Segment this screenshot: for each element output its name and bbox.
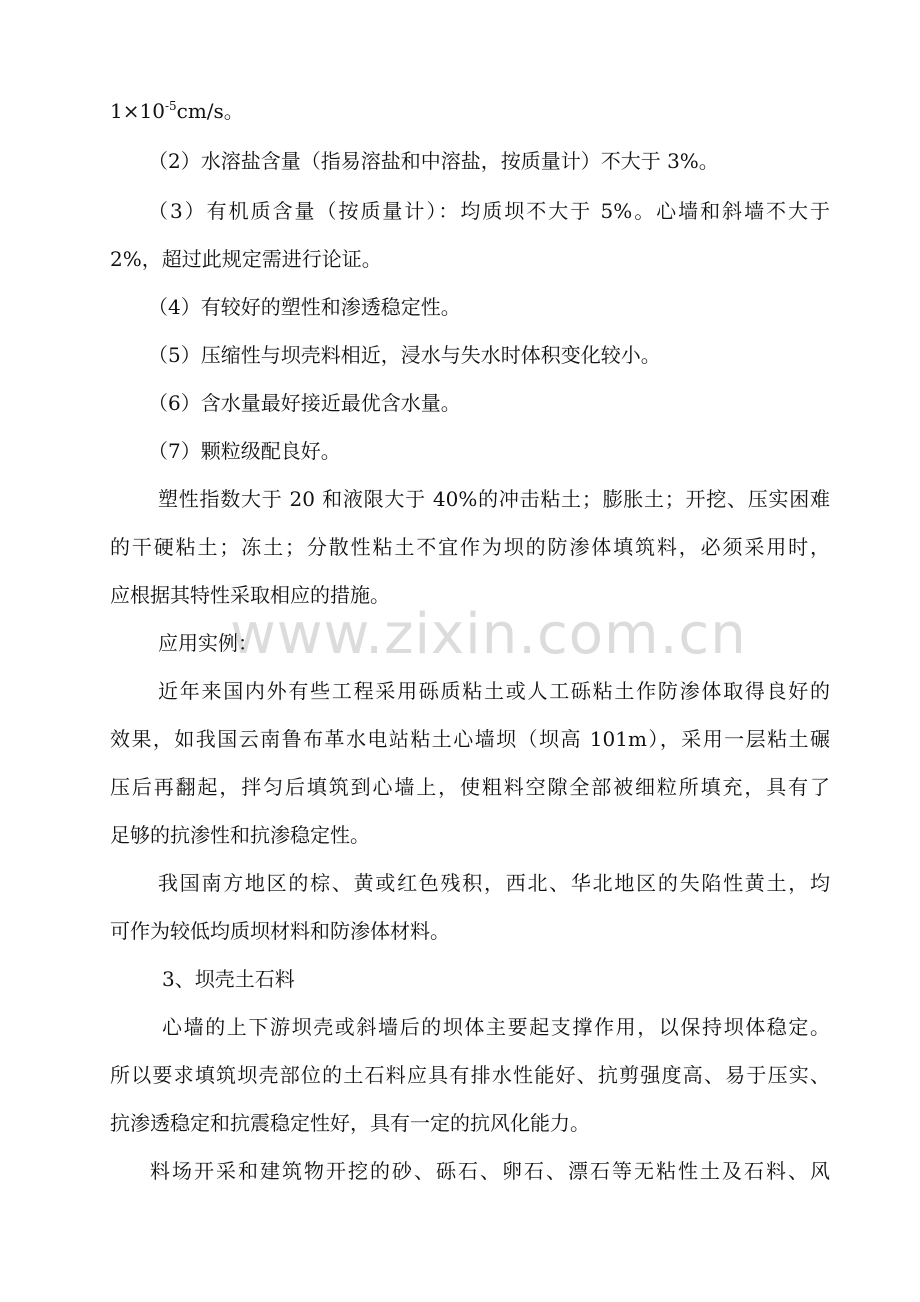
text-line: （6）含水量最好接近最优含水量。 <box>148 391 461 415</box>
text-line: 应用实例： <box>158 631 258 655</box>
text-line: 心墙的上下游坝壳或斜墙后的坝体主要起支撑作用，以保持坝体稳定。 <box>162 1015 830 1039</box>
text-line: （3）有机质含量（按质量计）：均质坝不大于 5%。心墙和斜墙不大于 <box>148 199 830 223</box>
text-line <box>110 96 830 126</box>
text-line: 我国南方地区的棕、黄或红色残积，西北、华北地区的失陷性黄土，均 <box>158 871 830 895</box>
text-line: （2）水溶盐含量（指易溶盐和中溶盐，按质量计）不大于 3%。 <box>148 149 719 173</box>
section-heading: 3、坝壳土石料 <box>162 967 295 991</box>
text-line: 足够的抗渗性和抗渗稳定性。 <box>110 823 370 847</box>
text-line: 效果，如我国云南鲁布革水电站粘土心墙坝（坝高 101m），采用一层粘土碾 <box>110 727 830 751</box>
text-line: 近年来国内外有些工程采用砾质粘土或人工砾粘土作防渗体取得良好的 <box>158 679 830 703</box>
text-line: 抗渗透稳定和抗震稳定性好，具有一定的抗风化能力。 <box>110 1111 590 1135</box>
text-line: 料场开采和建筑物开挖的砂、砾石、卵石、漂石等无粘性土及石料、风 <box>150 1159 830 1183</box>
text-line: 2%，超过此规定需进行论证。 <box>110 247 382 271</box>
superscript: -5 <box>164 99 177 113</box>
text-line: （4）有较好的塑性和渗透稳定性。 <box>148 295 461 319</box>
text-line: 应根据其特性采取相应的措施。 <box>110 583 390 607</box>
text-span: 1×10 <box>110 99 165 123</box>
watermark: www.zixin.com.cn <box>230 602 747 667</box>
text-span: cm/s。 <box>176 99 244 123</box>
text-line: （5）压缩性与坝壳料相近，浸水与失水时体积变化较小。 <box>148 343 661 367</box>
text-line: （7）颗粒级配良好。 <box>148 439 341 463</box>
text-line: 压后再翻起，拌匀后填筑到心墙上，使粗料空隙全部被细粒所填充，具有了 <box>110 775 830 799</box>
text-line: 所以要求填筑坝壳部位的土石料应具有排水性能好、抗剪强度高、易于压实、 <box>110 1063 830 1087</box>
text-line: 可作为较低均质坝材料和防渗体材料。 <box>110 919 450 943</box>
text-line: 的干硬粘土；冻土；分散性粘土不宜作为坝的防渗体填筑料，必须采用时， <box>110 535 830 559</box>
text-line: 塑性指数大于 20 和液限大于 40%的冲击粘土；膨胀土；开挖、压实困难 <box>158 487 830 511</box>
